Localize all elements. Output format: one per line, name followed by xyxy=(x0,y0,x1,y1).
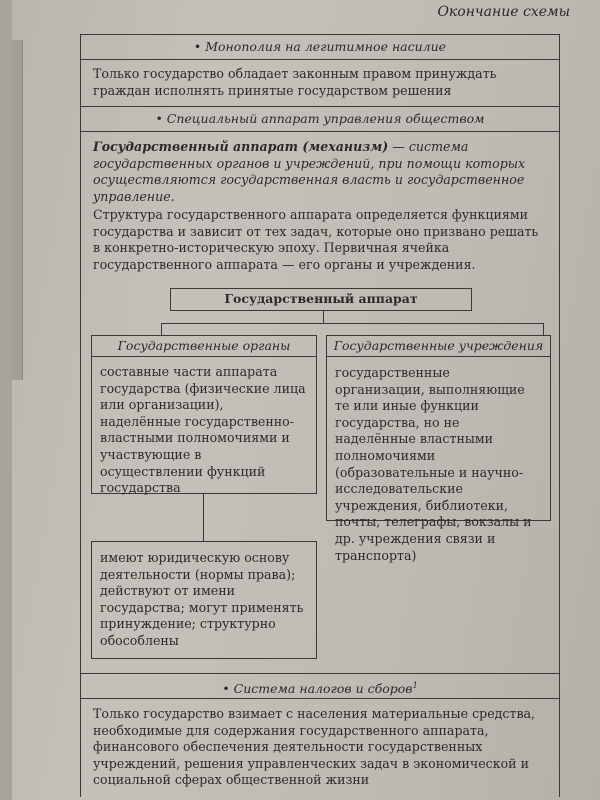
taxes-title: • Система налогов и сборов xyxy=(222,681,413,697)
monopoly-text: Только государство обладает законным правом принуждать граждан исполнять принятые государством решения xyxy=(93,66,497,98)
institutions-title: Государственные учреждения xyxy=(327,336,550,357)
previous-page-edge xyxy=(12,40,23,380)
monopoly-heading: • Монополия на легитимное насилие xyxy=(81,35,559,60)
taxes-text: Только государство взимает с населения материальные средства, необходимые для содержания государственного аппарата, финансового обеспечения деятельности государственных учреждений, решения управленческих задач в экономической и социальной сферах общественной жизни xyxy=(93,706,536,788)
apparatus-paragraph: Структура государственного аппарата определяется функциями государства и зависит от тех задач, которые оно призвано решать в конкретно-историческую эпоху. Первичная ячейка государственного аппарата — его органы и учреждения. xyxy=(93,207,539,272)
apparatus-heading: • Специальный аппарат управления обществом xyxy=(81,106,559,132)
taxes-heading xyxy=(81,673,559,699)
organs-title: Государственные органы xyxy=(92,336,316,357)
organs-properties-box xyxy=(91,541,317,659)
definition-term: Государственный аппарат (механизм) xyxy=(93,139,389,154)
connector-organs-sub xyxy=(203,494,204,541)
institutions-box xyxy=(326,335,551,563)
connector-left xyxy=(161,323,162,335)
organs-text: составные части аппарата государства (физические лица или организации), наделённые государственно-властными полномочиями и участвующие в осуществлении функций государства xyxy=(100,364,306,496)
book-page xyxy=(12,0,600,800)
apparatus-definition xyxy=(93,139,549,205)
root-box xyxy=(170,288,472,311)
connector-horizontal xyxy=(161,323,543,324)
footnote-mark: 1 xyxy=(412,681,418,690)
organs-box xyxy=(91,335,317,494)
root-label: Государственный аппарат xyxy=(224,291,418,306)
organs-properties-text: имеют юридическую основу деятельности (нормы права); действуют от имени государства; могут применять принуждение; структурно обособлены xyxy=(100,550,304,648)
scheme-frame xyxy=(80,34,560,797)
connector-root xyxy=(323,311,324,323)
institutions-text: государственные организации, выполняющие те или иные функции государства, но не наделённые властными полномочиями (образовательные и научно-исследовательские учреждения, библиотеки, почты, телеграфы, вокзалы и др. учреждения связи и транспорта) xyxy=(335,365,532,563)
definition-text: — система государственных органов и учреждений, при помощи которых осуществляются государственная власть и государственное управление. xyxy=(93,139,526,204)
connector-right xyxy=(543,323,544,335)
running-head: Окончание схемы xyxy=(437,4,570,20)
